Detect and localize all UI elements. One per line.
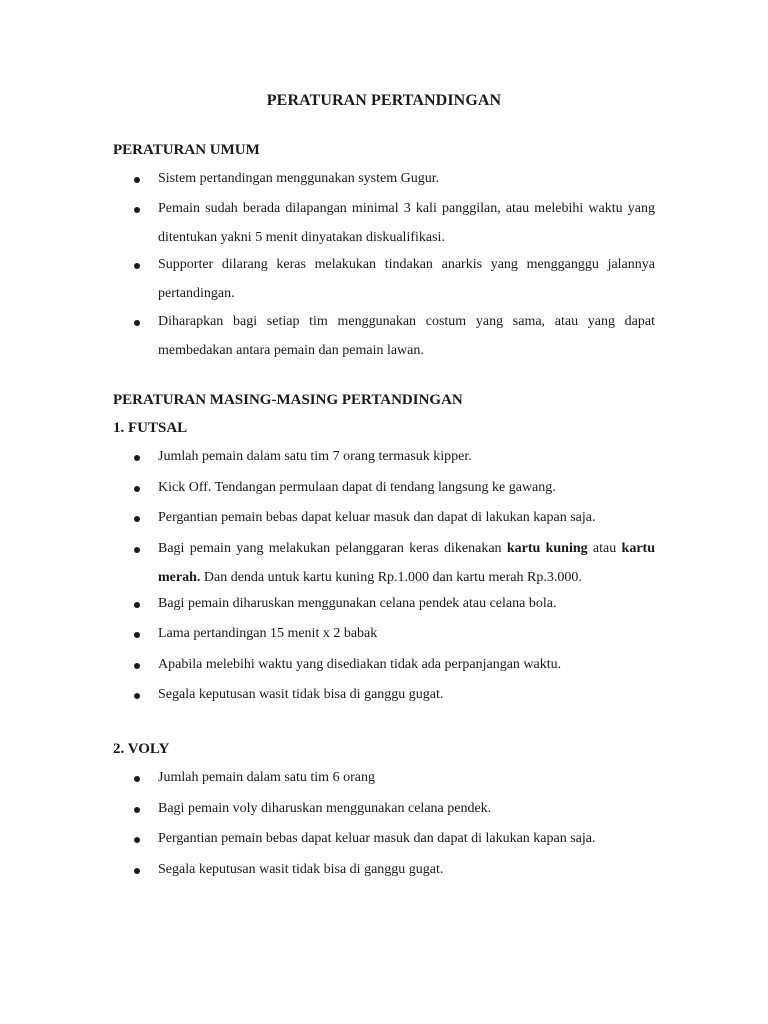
item-text-bold: kartu merah. (158, 541, 655, 585)
list-item: Kick Off. Tendangan permulaan dapat di tendang langsung ke gawang. (158, 480, 556, 495)
bullet-icon (134, 868, 140, 874)
list-item: Jumlah pemain dalam satu tim 7 orang termasuk kipper. (158, 449, 472, 464)
list-item: Lama pertandingan 15 menit x 2 babak (158, 626, 378, 641)
bullet-icon (134, 776, 140, 782)
bullet-icon (134, 516, 140, 522)
item-text: atau (587, 541, 622, 556)
section-heading-umum: PERATURAN UMUM (113, 142, 260, 158)
list-item: Bagi pemain diharuskan menggunakan celana pendek atau celana bola. (158, 596, 557, 611)
list-item: Segala keputusan wasit tidak bisa di ganggu gugat. (158, 687, 444, 702)
bullet-icon (134, 263, 140, 269)
section-heading-futsal: 1. FUTSAL (113, 420, 188, 436)
list-item (158, 535, 655, 592)
bullet-icon (134, 320, 140, 326)
bullet-icon (134, 693, 140, 699)
bullet-icon (134, 837, 140, 843)
bullet-icon (134, 486, 140, 492)
list-item: Sistem pertandingan menggunakan system Gugur. (158, 171, 440, 186)
list-item: Pergantian pemain bebas dapat keluar masuk dan dapat di lakukan kapan saja. (158, 831, 596, 846)
item-text: Bagi pemain yang melakukan pelanggaran keras dikenakan (158, 541, 507, 556)
bullet-icon (134, 177, 140, 183)
list-item: Segala keputusan wasit tidak bisa di ganggu gugat. (158, 862, 444, 877)
item-text-bold: kartu kuning (506, 541, 588, 556)
list-item: Supporter dilarang keras melakukan tindakan anarkis yang mengganggu jalannya pertandingan. (158, 257, 655, 301)
list-item: Bagi pemain voly diharuskan menggunakan celana pendek. (158, 801, 492, 816)
list-item: Jumlah pemain dalam satu tim 6 orang (158, 770, 375, 785)
list-item: Apabila melebihi waktu yang disediakan tidak ada perpanjangan waktu. (158, 657, 562, 672)
section-heading-masing: PERATURAN MASING-MASING PERTANDINGAN (113, 392, 463, 408)
bullet-icon (134, 663, 140, 669)
bullet-icon (134, 602, 140, 608)
list-item: Pemain sudah berada dilapangan minimal 3 kali panggilan, atau melebihi waktu yang ditentukan yakni 5 menit dinyatakan diskualifikasi. (158, 201, 655, 245)
item-text: Dan denda untuk kartu kuning Rp.1.000 dan kartu merah Rp.3.000. (200, 569, 582, 585)
bullet-icon (134, 547, 140, 553)
list-item: Pergantian pemain bebas dapat keluar masuk dan dapat di lakukan kapan saja. (158, 510, 596, 525)
list-item: Diharapkan bagi setiap tim menggunakan costum yang sama, atau yang dapat membedakan antara pemain dan pemain lawan. (158, 314, 655, 358)
bullet-icon (134, 807, 140, 813)
section-heading-voly: 2. VOLY (113, 741, 170, 757)
bullet-icon (134, 455, 140, 461)
bullet-icon (134, 207, 140, 213)
bullet-icon (134, 632, 140, 638)
document-title: PERATURAN PERTANDINGAN (266, 92, 502, 109)
